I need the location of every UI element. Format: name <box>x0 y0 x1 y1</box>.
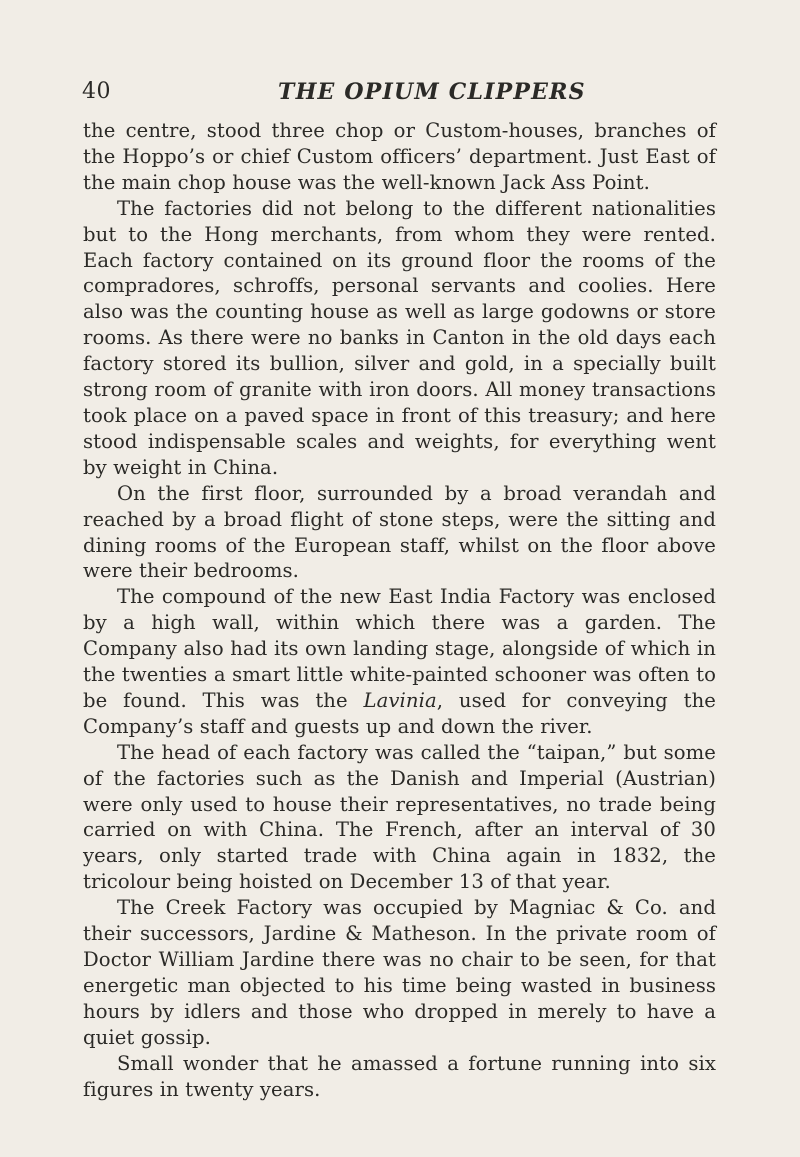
paragraph: the centre, stood three chop or Custom-houses, branches of the Hoppo’s or chief Custom officers’ department. Just East of the main chop house was the well-known Jack Ass Point. <box>83 119 716 194</box>
ship-name: Lavinia <box>363 688 437 712</box>
paragraph: The factories did not belong to the different nationalities but to the Hong merchants, from whom they were rented. Each factory contained on its ground floor the rooms of the compradores, schroffs, personal servants and coolies. Here also was the counting house as well as large godowns or store rooms. As there were no banks in Canton in the old days each factory stored its bullion, silver and gold, in a specially built strong room of granite with iron doors. All money transactions took place on a paved space in front of this treasury; and here stood indispensable scales and weights, for everything went by weight in China. <box>83 196 716 479</box>
running-head <box>82 78 718 110</box>
paragraph: On the first floor, surrounded by a broad verandah and reached by a broad flight of stone steps, were the sitting and dining rooms of the European staff, whilst on the floor above were their bedrooms. <box>83 481 716 583</box>
paragraph: The Creek Factory was occupied by Magniac & Co. and their successors, Jardine & Matheson. In the private room of Doctor William Jardine there was no chair to be seen, for that energetic man objected to his time being wasted in business hours by idlers and those who dropped in merely to have a quiet gossip. <box>83 896 716 1049</box>
page-number: 40 <box>82 79 111 104</box>
paragraph: Small wonder that he amassed a fortune running into six figures in twenty years. <box>83 1051 716 1101</box>
paragraph: The head of each factory was called the “taipan,” but some of the factories such as the Danish and Imperial (Austrian) were only used to house their representatives, no trade being carried on with China. The French, after an interval of 30 years, only started trade with China again in 1832, the tricolour being hoisted on December 13 of that year. <box>83 740 716 894</box>
paragraph-text: , used for conveying the Company’s staff and guests up and down the river. <box>83 688 716 738</box>
body-text <box>83 118 716 1102</box>
running-title: THE OPIUM CLIPPERS <box>278 79 586 105</box>
paragraph <box>83 584 716 739</box>
paragraph-text: The compound of the new East India Factory was enclosed by a high wall, within which there was a garden. The Company also had its own landing stage, alongside of which in the twenties a smart little white-painted schooner was often to be found. This was the <box>83 585 716 712</box>
